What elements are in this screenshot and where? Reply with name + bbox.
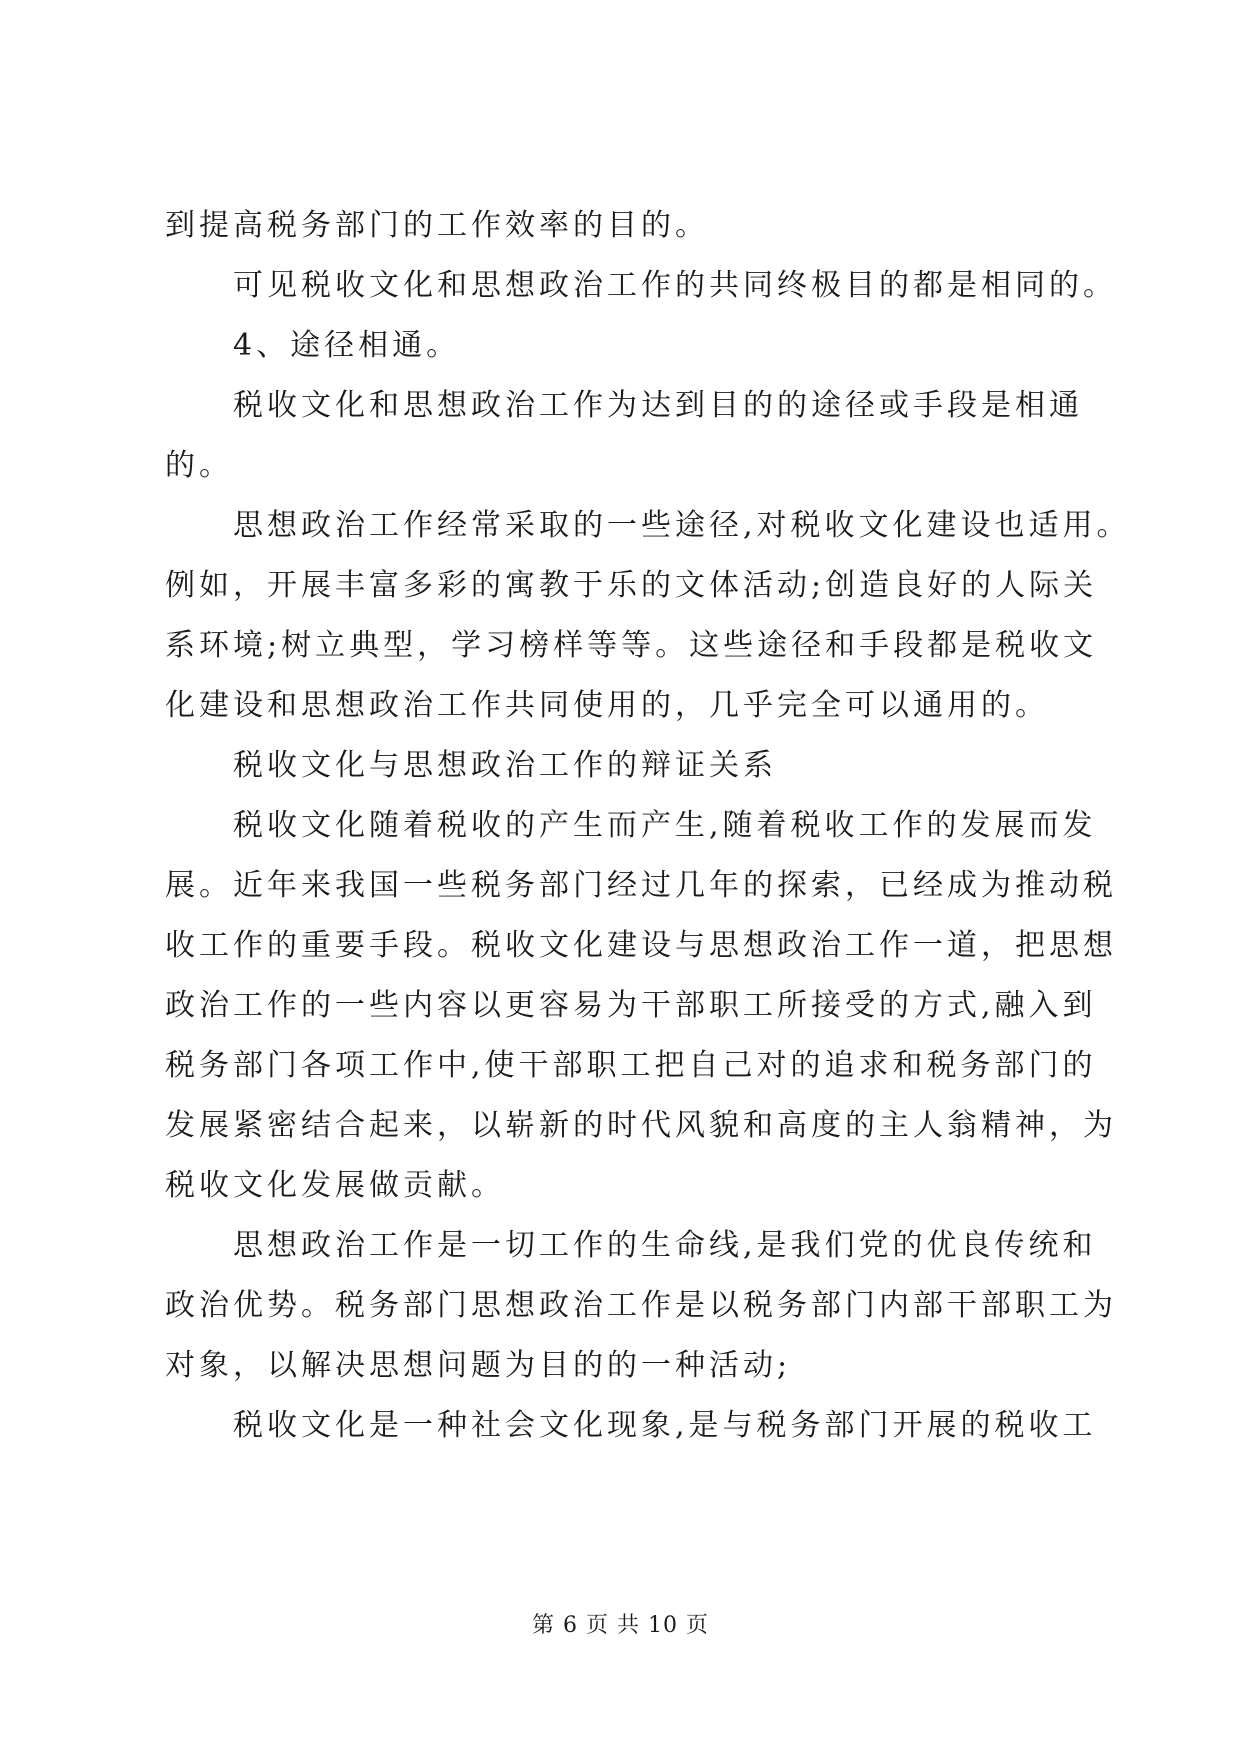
text-line: 思想政治工作是一切工作的生命线,是我们党的优良传统和 (233, 1228, 1097, 1263)
text-line: 对象，以解决思想问题为目的的一种活动; (165, 1348, 792, 1383)
text-line: 政治优势。税务部门思想政治工作是以税务部门内部干部职工为 (165, 1288, 1117, 1323)
text-line: 到提高税务部门的工作效率的目的。 (165, 208, 709, 243)
text-line: 例如，开展丰富多彩的寓教于乐的文体活动;创造良好的人际关 (165, 568, 1098, 603)
text-line: 化建设和思想政治工作共同使用的，几乎完全可以通用的。 (165, 688, 1049, 723)
text-line: 税收文化是一种社会文化现象,是与税务部门开展的税收工 (233, 1408, 1097, 1443)
text-line: 税收文化随着税收的产生而产生,随着税收工作的发展而发 (233, 808, 1097, 843)
text-line: 发展紧密结合起来，以崭新的时代风貌和高度的主人翁精神，为 (165, 1108, 1117, 1143)
text-line: 税务部门各项工作中,使干部职工把自己对的追求和税务部门的 (165, 1048, 1097, 1083)
text-line: 可见税收文化和思想政治工作的共同终极目的都是相同的。 (233, 268, 1117, 303)
text-line: 政治工作的一些内容以更容易为干部职工所接受的方式,融入到 (165, 988, 1097, 1023)
text-line: 的。 (165, 448, 233, 483)
text-line: 税收文化和思想政治工作为达到目的的途径或手段是相通 (233, 388, 1083, 423)
text-line: 税收文化发展做贡献。 (165, 1168, 505, 1203)
text-line: 展。近年来我国一些税务部门经过几年的探索，已经成为推动税 (165, 868, 1117, 903)
text-line: 思想政治工作经常采取的一些途径,对税收文化建设也适用。 (233, 508, 1131, 543)
text-line: 系环境;树立典型，学习榜样等等。这些途径和手段都是税收文 (165, 628, 1098, 663)
page-number-footer: 第 6 页 共 10 页 (532, 1613, 709, 1638)
body-text (165, 196, 1131, 1456)
text-line: 4、途径相通。 (233, 328, 461, 363)
text-line: 收工作的重要手段。税收文化建设与思想政治工作一道，把思想 (165, 928, 1117, 963)
section-heading: 税收文化与思想政治工作的辩证关系 (233, 748, 777, 783)
